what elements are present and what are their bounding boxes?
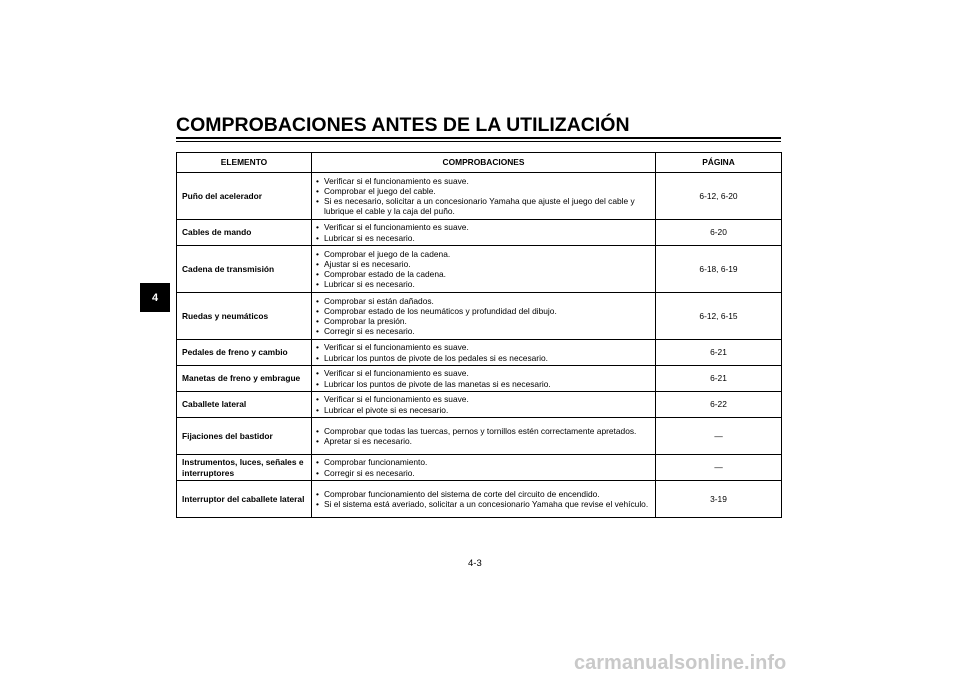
row-pagina: 3-19 bbox=[656, 481, 782, 518]
checks-list bbox=[316, 222, 650, 242]
pre-operation-checklist-table bbox=[176, 152, 782, 518]
table-row bbox=[177, 455, 782, 481]
row-elemento: Puño del acelerador bbox=[177, 173, 312, 220]
check-item: • Apretar si es necesario. bbox=[316, 436, 650, 446]
check-item: • Verificar si el funcionamiento es suave. bbox=[316, 394, 650, 404]
checks-list bbox=[316, 368, 650, 388]
check-item: • Lubricar si es necesario. bbox=[316, 279, 650, 289]
watermark: carmanualsonline.info bbox=[574, 652, 787, 674]
check-item: • Comprobar el juego del cable. bbox=[316, 186, 650, 196]
checks-list bbox=[316, 176, 650, 217]
row-elemento: Cables de mando bbox=[177, 220, 312, 246]
row-elemento: Pedales de freno y cambio bbox=[177, 340, 312, 366]
check-item: • Verificar si el funcionamiento es suave. bbox=[316, 368, 650, 378]
table-row bbox=[177, 418, 782, 455]
table-row bbox=[177, 340, 782, 366]
row-comprobaciones bbox=[312, 220, 656, 246]
chapter-tab: 4 bbox=[140, 283, 170, 312]
checks-list bbox=[316, 489, 650, 509]
row-pagina: 6-20 bbox=[656, 220, 782, 246]
table-row bbox=[177, 246, 782, 293]
check-item: • Lubricar el pivote si es necesario. bbox=[316, 405, 650, 415]
check-item: • Comprobar estado de los neumáticos y profundidad del dibujo. bbox=[316, 306, 650, 316]
check-item: • Verificar si el funcionamiento es suave. bbox=[316, 176, 650, 186]
page-number: 4-3 bbox=[468, 558, 482, 569]
table-row bbox=[177, 481, 782, 518]
check-item: • Si el sistema está averiado, solicitar a un concesionario Yamaha que revise el vehículo. bbox=[316, 499, 650, 509]
row-elemento: Ruedas y neumáticos bbox=[177, 293, 312, 340]
row-comprobaciones bbox=[312, 293, 656, 340]
check-item: • Lubricar los puntos de pivote de las manetas si es necesario. bbox=[316, 379, 650, 389]
table-row bbox=[177, 220, 782, 246]
check-item: • Ajustar si es necesario. bbox=[316, 259, 650, 269]
check-item: • Comprobar si están dañados. bbox=[316, 296, 650, 306]
check-item: • Comprobar estado de la cadena. bbox=[316, 269, 650, 279]
row-pagina: 6-21 bbox=[656, 340, 782, 366]
check-item: • Corregir si es necesario. bbox=[316, 326, 650, 336]
row-pagina: 6-22 bbox=[656, 392, 782, 418]
row-comprobaciones bbox=[312, 173, 656, 220]
check-item: • Si es necesario, solicitar a un concesionario Yamaha que ajuste el juego del cable y lubrique el cable y la caja del puño. bbox=[316, 196, 650, 216]
check-item: • Corregir si es necesario. bbox=[316, 468, 650, 478]
table-header-row bbox=[177, 153, 782, 173]
row-comprobaciones bbox=[312, 455, 656, 481]
row-pagina: — bbox=[656, 455, 782, 481]
table-row bbox=[177, 173, 782, 220]
row-pagina: — bbox=[656, 418, 782, 455]
row-pagina: 6-12, 6-20 bbox=[656, 173, 782, 220]
check-item: • Lubricar los puntos de pivote de los pedales si es necesario. bbox=[316, 353, 650, 363]
table-row bbox=[177, 392, 782, 418]
row-comprobaciones bbox=[312, 366, 656, 392]
row-elemento: Fijaciones del bastidor bbox=[177, 418, 312, 455]
row-elemento: Manetas de freno y embrague bbox=[177, 366, 312, 392]
check-item: • Comprobar funcionamiento. bbox=[316, 457, 650, 467]
row-comprobaciones bbox=[312, 392, 656, 418]
header-comprobaciones: COMPROBACIONES bbox=[312, 153, 656, 173]
header-pagina: PÁGINA bbox=[656, 153, 782, 173]
check-item: • Comprobar funcionamiento del sistema de corte del circuito de encendido. bbox=[316, 489, 650, 499]
row-pagina: 6-18, 6-19 bbox=[656, 246, 782, 293]
check-item: • Comprobar la presión. bbox=[316, 316, 650, 326]
checks-list bbox=[316, 457, 650, 477]
check-item: • Comprobar que todas las tuercas, pernos y tornillos estén correctamente apretados. bbox=[316, 426, 650, 436]
checks-list bbox=[316, 249, 650, 290]
row-comprobaciones bbox=[312, 340, 656, 366]
checks-list bbox=[316, 296, 650, 337]
title-rule-thick bbox=[176, 137, 781, 139]
header-elemento: ELEMENTO bbox=[177, 153, 312, 173]
checks-list bbox=[316, 394, 650, 414]
table-row bbox=[177, 366, 782, 392]
row-elemento: Caballete lateral bbox=[177, 392, 312, 418]
row-elemento: Interruptor del caballete lateral bbox=[177, 481, 312, 518]
row-pagina: 6-12, 6-15 bbox=[656, 293, 782, 340]
row-comprobaciones bbox=[312, 418, 656, 455]
title-rule-thin bbox=[176, 141, 781, 142]
row-elemento: Instrumentos, luces, señales e interruptores bbox=[177, 455, 312, 481]
page-title: COMPROBACIONES ANTES DE LA UTILIZACIÓN bbox=[176, 114, 630, 136]
checks-list bbox=[316, 426, 650, 446]
table-row bbox=[177, 293, 782, 340]
row-elemento: Cadena de transmisión bbox=[177, 246, 312, 293]
check-item: • Lubricar si es necesario. bbox=[316, 233, 650, 243]
check-item: • Verificar si el funcionamiento es suave. bbox=[316, 222, 650, 232]
check-item: • Comprobar el juego de la cadena. bbox=[316, 249, 650, 259]
row-comprobaciones bbox=[312, 246, 656, 293]
row-pagina: 6-21 bbox=[656, 366, 782, 392]
check-item: • Verificar si el funcionamiento es suave. bbox=[316, 342, 650, 352]
row-comprobaciones bbox=[312, 481, 656, 518]
checks-list bbox=[316, 342, 650, 362]
